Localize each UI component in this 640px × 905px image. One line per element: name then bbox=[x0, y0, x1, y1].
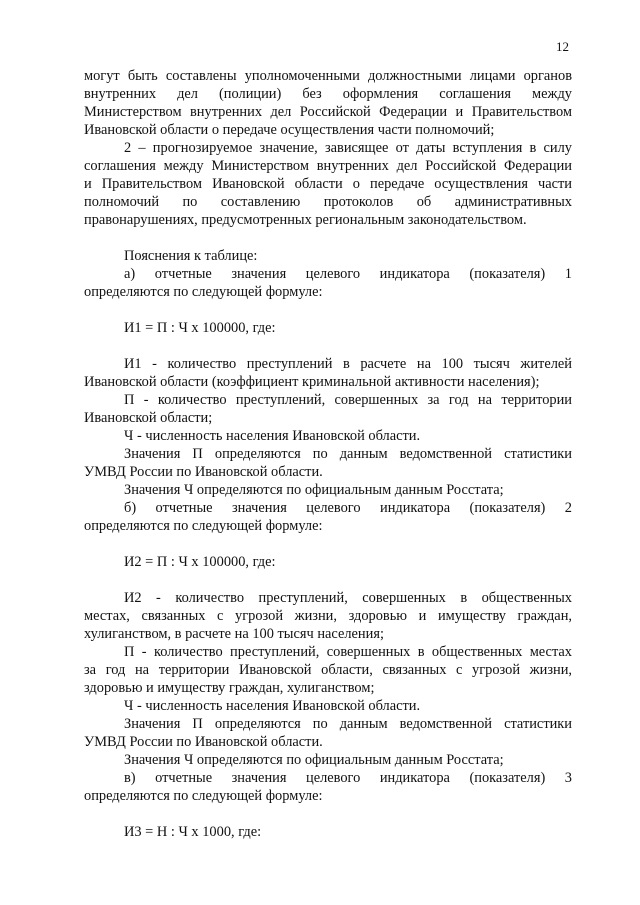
text-line: УМВД России по Ивановской области. bbox=[84, 734, 323, 750]
text-line: Министерством внутренних дел Российской Федерации и Правительством bbox=[84, 104, 572, 120]
text-line: Пояснения к таблице: bbox=[124, 248, 258, 264]
text-line: внутренних дел (полиции) без оформления соглашения между bbox=[84, 86, 572, 102]
text-line: И2 - количество преступлений, совершенных в общественных bbox=[124, 590, 572, 606]
text-line: Ч - численность населения Ивановской области. bbox=[124, 428, 421, 444]
blank-line bbox=[84, 229, 572, 247]
blank-line bbox=[84, 805, 572, 823]
text-line: Значения Ч определяются по официальным данным Росстата; bbox=[124, 752, 504, 768]
page-number: 12 bbox=[556, 39, 569, 54]
text-line: полномочий по составлению протоколов об административных bbox=[84, 194, 572, 210]
text-line: Ивановской области; bbox=[84, 410, 213, 426]
text-line: местах, связанных с угрозой жизни, здоровью и имуществу граждан, bbox=[84, 608, 572, 624]
text-line: И1 = П : Ч х 100000, где: bbox=[124, 320, 276, 336]
text-line: Ивановской области (коэффициент криминальной активности населения); bbox=[84, 374, 540, 390]
text-line: определяются по следующей формуле: bbox=[84, 518, 323, 534]
text-line: Ивановской области о передаче осуществления части полномочий; bbox=[84, 122, 495, 138]
text-line: за год на территории Ивановской области, связанных с угрозой жизни, bbox=[84, 662, 572, 678]
blank-line bbox=[84, 571, 572, 589]
text-line: здоровью и имуществу граждан, хулиганством; bbox=[84, 680, 375, 696]
text-line: Ч - численность населения Ивановской области. bbox=[124, 698, 421, 714]
text-line: определяются по следующей формуле: bbox=[84, 788, 323, 804]
text-line: Значения П определяются по данным ведомственной статистики bbox=[124, 716, 572, 732]
text-line: а) отчетные значения целевого индикатора (показателя) 1 bbox=[124, 266, 572, 282]
text-line: И3 = Н : Ч х 1000, где: bbox=[124, 824, 262, 840]
blank-line bbox=[84, 535, 572, 553]
text-line: могут быть составлены уполномоченными должностными лицами органов bbox=[84, 68, 572, 84]
text-line: П - количество преступлений, совершенных в общественных местах bbox=[124, 644, 572, 660]
text-line: И2 = П : Ч х 100000, где: bbox=[124, 554, 276, 570]
text-line: П - количество преступлений, совершенных за год на территории bbox=[124, 392, 572, 408]
text-line: правонарушениях, предусмотренных региональным законодательством. bbox=[84, 212, 527, 228]
text-line: соглашения между Министерством внутренних дел Российской Федерации bbox=[84, 158, 572, 174]
text-line: б) отчетные значения целевого индикатора (показателя) 2 bbox=[124, 500, 572, 516]
text-line: определяются по следующей формуле: bbox=[84, 284, 323, 300]
text-line: и Правительством Ивановской области о передаче осуществления части bbox=[84, 176, 572, 192]
text-line: 2 – прогнозируемое значение, зависящее от даты вступления в силу bbox=[124, 140, 572, 156]
text-line: Значения П определяются по данным ведомственной статистики bbox=[124, 446, 572, 462]
text-line: УМВД России по Ивановской области. bbox=[84, 464, 323, 480]
blank-line bbox=[84, 301, 572, 319]
text-line: И1 - количество преступлений в расчете на 100 тысяч жителей bbox=[124, 356, 572, 372]
text-line: в) отчетные значения целевого индикатора (показателя) 3 bbox=[124, 770, 572, 786]
text-line: Значения Ч определяются по официальным данным Росстата; bbox=[124, 482, 504, 498]
document-body bbox=[84, 67, 572, 841]
text-line: хулиганством, в расчете на 100 тысяч населения; bbox=[84, 626, 384, 642]
blank-line bbox=[84, 337, 572, 355]
